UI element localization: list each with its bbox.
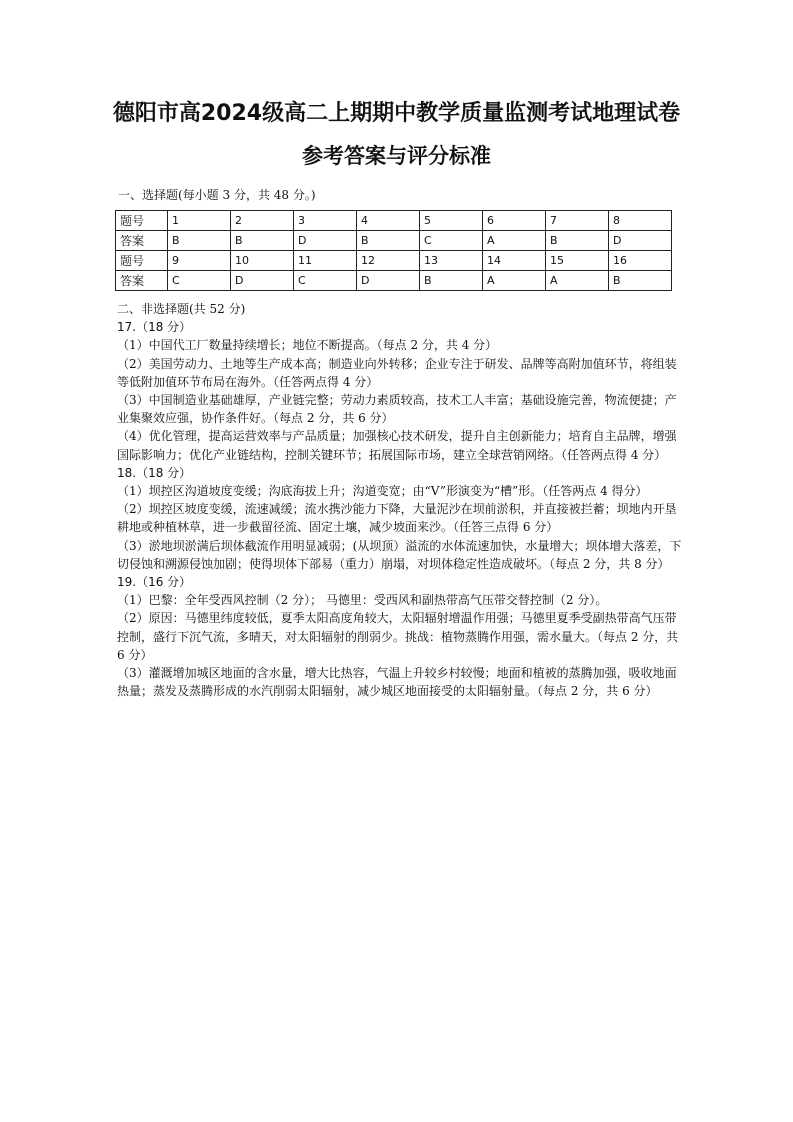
- question-19-heading: 19.（16 分）: [117, 575, 192, 590]
- section-nonchoice-heading: 二、非选择题(共 52 分): [117, 302, 246, 316]
- table-cell: B: [168, 231, 231, 251]
- table-cell: 题号: [116, 211, 168, 231]
- question-19-part-1: （1）巴黎：全年受西风控制（2 分）； 马德里：受西风和副热带高气压带交替控制（2 分）。: [117, 593, 608, 608]
- table-cell: 答案: [116, 271, 168, 291]
- table-cell: C: [168, 271, 231, 291]
- table-cell: 3: [294, 211, 357, 231]
- table-cell: 14: [483, 251, 546, 271]
- table-cell: B: [420, 271, 483, 291]
- question-18-part-3: （3）淤地坝淤满后坝体截流作用明显减弱；(从坝顶）溢流的水体流速加快，水量增大；坝体增大落差，下切侵蚀和溯源侵蚀加剧；使得坝体下部易（重力）崩塌，对坝体稳定性造成破坏。（每点 2 分，共 8 分）: [117, 538, 682, 571]
- table-cell: B: [231, 231, 294, 251]
- table-cell: 11: [294, 251, 357, 271]
- section-choice-heading: 一、选择题(每小题 3 分，共 48 分。): [118, 188, 316, 202]
- table-cell: B: [609, 271, 672, 291]
- question-17-part-1: （1）中国代工厂数量持续增长；地位不断提高。（每点 2 分，共 4 分）: [117, 338, 498, 353]
- table-cell: D: [294, 231, 357, 251]
- table-cell: 6: [483, 211, 546, 231]
- answer-table: [115, 210, 672, 291]
- table-cell: 答案: [116, 231, 168, 251]
- table-cell: B: [546, 231, 609, 251]
- table-cell: A: [483, 271, 546, 291]
- table-cell: 15: [546, 251, 609, 271]
- table-cell: D: [231, 271, 294, 291]
- table-cell: 13: [420, 251, 483, 271]
- table-row: [116, 211, 672, 231]
- table-cell: A: [483, 231, 546, 251]
- question-19-part-2: （2）原因：马德里纬度较低，夏季太阳高度角较大，太阳辐射增温作用强；马德里夏季受副热带高气压带控制，盛行下沉气流，多晴天，对太阳辐射的削弱少。挑战：植物蒸腾作用强，需水量大。（每点 2 分，共 6 分）: [117, 611, 679, 662]
- question-17-part-3: （3）中国制造业基础雄厚，产业链完整；劳动力素质较高，技术工人丰富；基础设施完善，物流便捷；产业集聚效应强，协作条件好。（每点 2 分，共 6 分）: [117, 393, 677, 426]
- table-row: [116, 231, 672, 251]
- table-cell: B: [357, 231, 420, 251]
- table-cell: C: [420, 231, 483, 251]
- table-cell: D: [609, 231, 672, 251]
- table-row: [116, 251, 672, 271]
- table-cell: A: [546, 271, 609, 291]
- question-19-part-3: （3）灌溉增加城区地面的含水量，增大比热容，气温上升较乡村较慢；地面和植被的蒸腾加强，吸收地面热量；蒸发及蒸腾形成的水汽削弱太阳辐射，减少城区地面接受的太阳辐射量。（每点 2 分，共 6 分）: [117, 666, 677, 699]
- question-18-heading: 18.（18 分）: [117, 465, 192, 480]
- table-cell: 12: [357, 251, 420, 271]
- question-18-part-1: （1）坝控区沟道坡度变缓；沟底海拔上升；沟道变宽；由“V”形演变为“槽”形。（任答两点 4 得分）: [117, 484, 648, 499]
- table-cell: 1: [168, 211, 231, 231]
- table-cell: 10: [231, 251, 294, 271]
- page-title: 德阳市高2024级高二上期期中教学质量监测考试地理试卷: [112, 101, 681, 126]
- question-17-part-4: （4）优化管理，提高运营效率与产品质量；加强核心技术研发，提升自主创新能力；培育自主品牌，增强国际影响力；优化产业链结构，控制关键环节；拓展国际市场，建立全球营销网络。（任答两点得 4 分）: [117, 429, 677, 462]
- table-cell: C: [294, 271, 357, 291]
- table-cell: 题号: [116, 251, 168, 271]
- table-row: [116, 271, 672, 291]
- table-cell: 8: [609, 211, 672, 231]
- page-subtitle: 参考答案与评分标准: [302, 144, 491, 168]
- table-cell: 16: [609, 251, 672, 271]
- table-cell: 7: [546, 211, 609, 231]
- table-cell: 5: [420, 211, 483, 231]
- table-cell: 2: [231, 211, 294, 231]
- question-17-heading: 17.（18 分）: [117, 320, 192, 335]
- question-18-part-2: （2）坝控区坡度变缓，流速减缓；流水携沙能力下降，大量泥沙在坝前淤积，并直接被拦蓄；坝地内开垦耕地或种植林草，进一步截留径流、固定土壤，减少坡面来沙。（任答三点得 6 分）: [117, 502, 677, 535]
- table-cell: 4: [357, 211, 420, 231]
- question-17-part-2: （2）美国劳动力、土地等生产成本高；制造业向外转移；企业专注于研发、品牌等高附加值环节，将组装等低附加值环节布局在海外。（任答两点得 4 分）: [117, 356, 677, 389]
- table-cell: D: [357, 271, 420, 291]
- table-cell: 9: [168, 251, 231, 271]
- answers-body: [117, 300, 682, 700]
